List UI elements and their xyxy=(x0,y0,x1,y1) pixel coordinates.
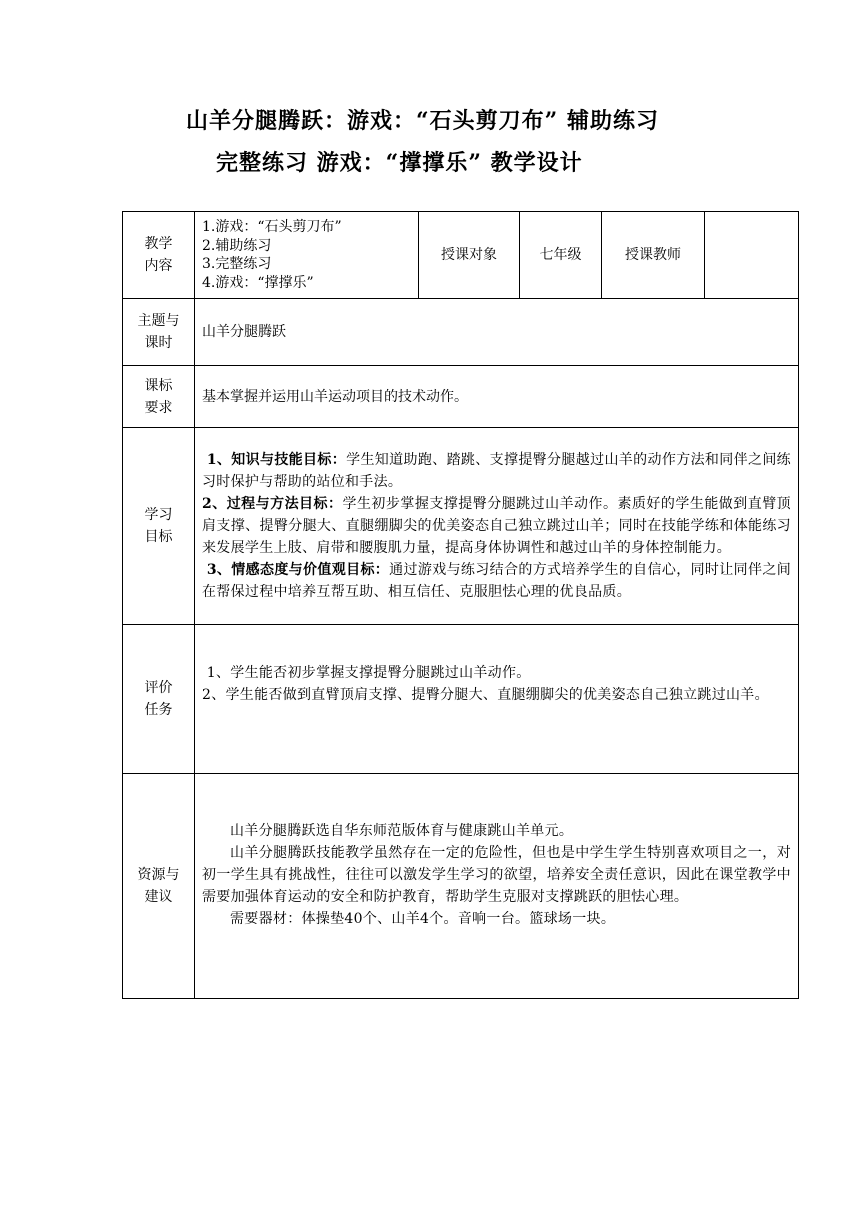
label-line: 课标 xyxy=(144,377,173,394)
label-goals xyxy=(123,428,195,625)
standard-text: 基本掌握并运用山羊运动项目的技术动作。 xyxy=(195,366,799,428)
resources-text xyxy=(195,774,799,999)
label-line: 教学 xyxy=(144,236,173,252)
content-item: 4.游戏：“撑撑乐” xyxy=(202,274,314,291)
label-line: 目标 xyxy=(144,529,173,545)
label-line: 任务 xyxy=(144,702,173,718)
label-line: 内容 xyxy=(144,258,173,274)
target-label: 授课对象 xyxy=(419,212,520,299)
evaluation-item-text: 1、学生能否初步掌握支撑提臀分腿跳过山羊动作。 xyxy=(206,665,531,681)
page-title-line1: 山羊分腿腾跃：游戏：“石头剪刀布” 辅助练习 xyxy=(186,108,659,134)
evaluation-text xyxy=(195,625,799,774)
goals-text xyxy=(195,428,799,625)
row-evaluation xyxy=(123,625,799,774)
label-resources xyxy=(123,774,195,999)
row-goals xyxy=(123,428,799,625)
label-line: 资源与 xyxy=(137,867,180,883)
content-items xyxy=(195,212,419,299)
content-item: 1.游戏：“石头剪刀布” xyxy=(202,219,342,235)
goal-knowledge-head: 1、知识与技能目标： xyxy=(206,452,347,468)
goal-attitude-head: 3、情感态度与价值观目标： xyxy=(206,562,390,578)
label-line: 建议 xyxy=(144,889,173,905)
label-evaluation xyxy=(123,625,195,774)
resources-para: 需要器材：体操垫40个、山羊4个。音响一台。篮球场一块。 xyxy=(230,911,616,927)
lesson-plan-table xyxy=(122,211,799,999)
evaluation-item: 2、学生能否做到直臂顶肩支撑、提臀分腿大、直腿绷脚尖的优美姿态自己独立跳过山羊。 xyxy=(202,687,769,703)
target-value: 七年级 xyxy=(520,212,602,299)
row-resources xyxy=(123,774,799,999)
content-item: 2.辅助练习 xyxy=(202,237,272,254)
resources-para: 山羊分腿腾跃技能教学虽然存在一定的危险性，但也是中学生学生特别喜欢项目之一，对初一学生具有挑战性，往往可以激发学生学习的欲望，培养安全责任意识，因此在课堂教学中需要加强体育运动的安全和防护教育，帮助学生克服对支撑跳跃的胆怯心理。 xyxy=(202,845,791,905)
row-topic xyxy=(123,299,799,366)
row-standard xyxy=(123,366,799,428)
content-item: 3.完整练习 xyxy=(202,256,272,272)
goal-knowledge xyxy=(202,449,791,493)
teacher-value xyxy=(705,212,799,299)
goal-knowledge-text: 学生知道助跑、踏跳、支撑提臀分腿越过山羊的动作方法和同伴之间练习时保护与帮助的站位和手法。 xyxy=(202,452,791,490)
label-line: 主题与 xyxy=(137,313,180,329)
label-content xyxy=(123,212,195,299)
goal-process xyxy=(202,493,791,559)
row-content xyxy=(123,212,799,299)
goal-attitude xyxy=(202,559,791,603)
page-title-line2: 完整练习 游戏：“撑撑乐” 教学设计 xyxy=(216,150,583,176)
label-line: 学习 xyxy=(144,507,173,523)
label-standard xyxy=(123,366,195,428)
label-topic xyxy=(123,299,195,366)
topic-text: 山羊分腿腾跃 xyxy=(195,299,799,366)
teacher-label: 授课教师 xyxy=(602,212,705,299)
goal-process-head: 2、过程与方法目标： xyxy=(202,496,343,512)
evaluation-item xyxy=(202,662,791,684)
label-line: 要求 xyxy=(144,399,173,416)
goal-attitude-text: 通过游戏与练习结合的方式培养学生的自信心，同时让同伴之间在帮保过程中培养互帮互助、相互信任、克服胆怯心理的优良品质。 xyxy=(202,562,791,600)
label-line: 评价 xyxy=(144,680,173,696)
label-line: 课时 xyxy=(144,335,173,351)
goal-process-text: 学生初步掌握支撑提臀分腿跳过山羊动作。素质好的学生能做到直臂顶肩支撑、提臀分腿大、直腿绷脚尖的优美姿态自己独立跳过山羊；同时在技能学练和体能练习来发展学生上肢、肩带和腰腹肌力量，提高身体协调性和越过山羊的身体控制能力。 xyxy=(202,496,791,556)
resources-para: 山羊分腿腾跃选自华东师范版体育与健康跳山羊单元。 xyxy=(230,823,574,839)
